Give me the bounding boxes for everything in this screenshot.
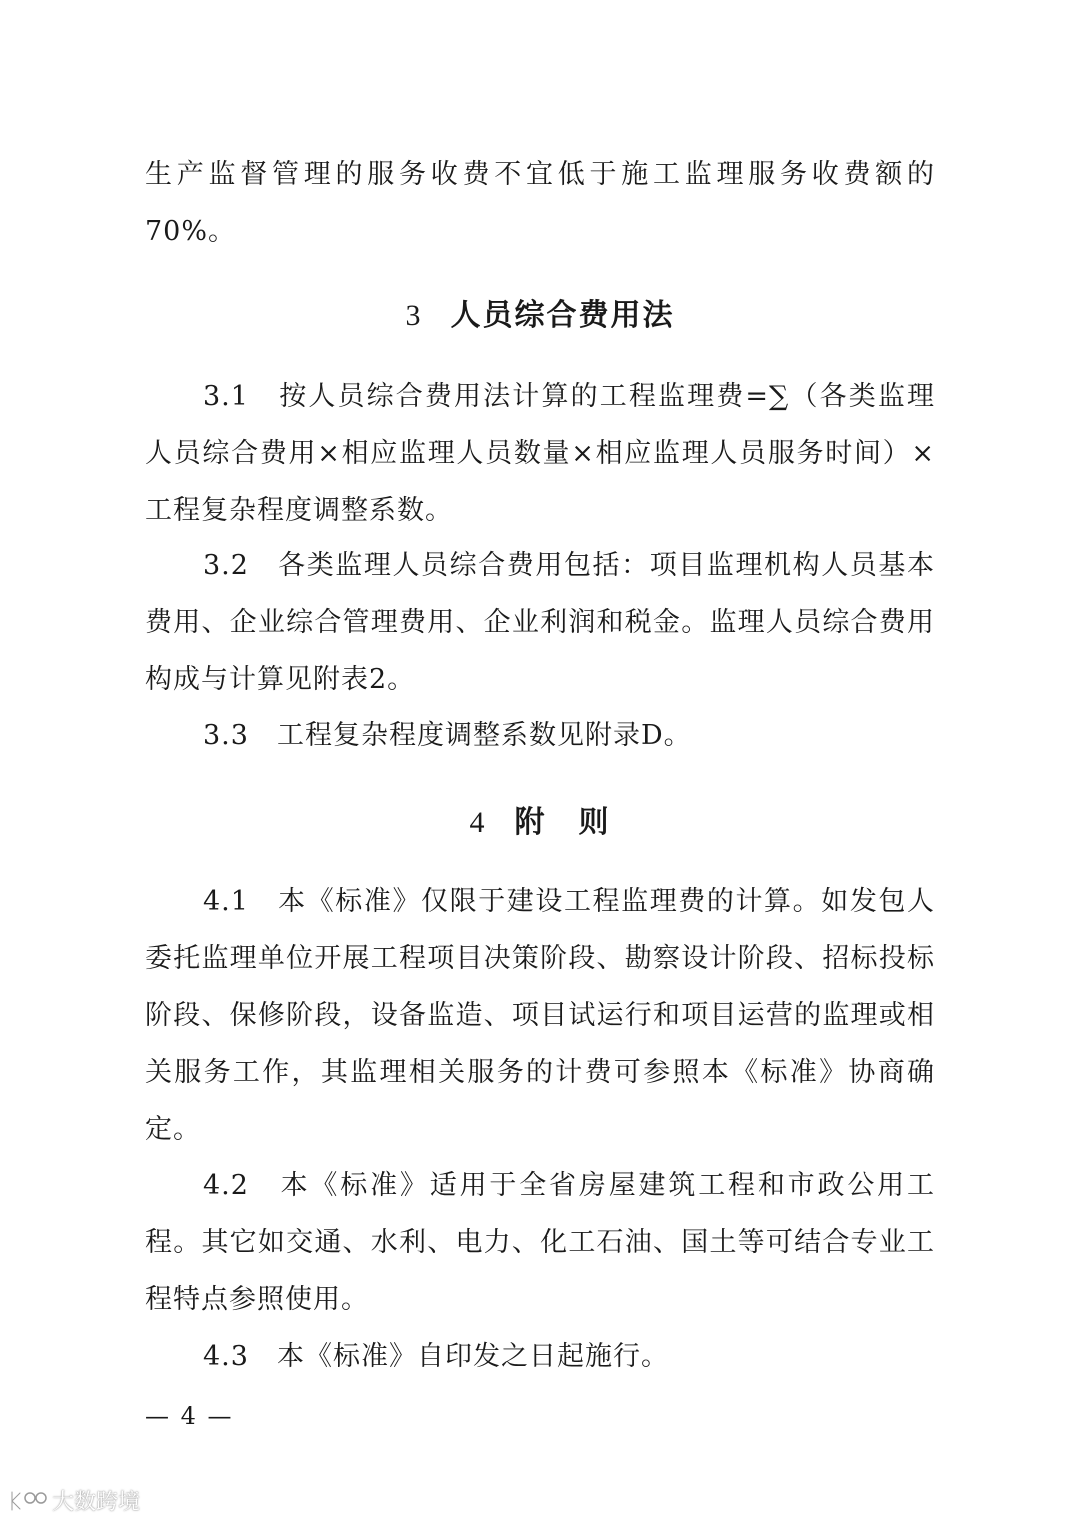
watermark-text: 大数跨境 <box>52 1490 141 1515</box>
brand-logo-icon <box>8 1488 48 1514</box>
clause-3-3: 3.3 工程复杂程度调整系数见附录D。 <box>203 720 692 751</box>
clause-4-2: 4.2 本《标准》适用于全省房屋建筑工程和市政公用工程。其它如交通、水利、电力、化工石油、国土等可结合专业工程特点参照使用。 <box>145 1170 935 1315</box>
section-heading-3 <box>0 290 1080 334</box>
clause-4-1: 4.1 本《标准》仅限于建设工程监理费的计算。如发包人委托监理单位开展工程项目决策阶段、勘察设计阶段、招标投标阶段、保修阶段，设备监造、项目试运行和项目运营的监理或相关服务工作，其监理相关服务的计费可参照本《标准》协商确定。 <box>145 886 935 1145</box>
page-number: — 4 — <box>145 1402 234 1430</box>
section-number: 4 <box>469 806 487 839</box>
section-number: 3 <box>405 299 423 332</box>
clause-3-1: 3.1 按人员综合费用法计算的工程监理费=∑（各类监理人员综合费用×相应监理人员数量×相应监理人员服务时间）×工程复杂程度调整系数。 <box>145 381 935 526</box>
section-title: 人员综合费用法 <box>450 298 675 333</box>
clause-3-2: 3.2 各类监理人员综合费用包括：项目监理机构人员基本费用、企业综合管理费用、企业利润和税金。监理人员综合费用构成与计算见附表2。 <box>145 550 935 695</box>
section-title: 附 则 <box>514 805 611 840</box>
section-heading-4 <box>0 797 1080 841</box>
clause-4-3: 4.3 本《标准》自印发之日起施行。 <box>203 1341 669 1372</box>
watermark <box>8 1485 140 1516</box>
paragraph-continued: 生产监督管理的服务收费不宜低于施工监理服务收费额的70%。 <box>145 159 935 247</box>
